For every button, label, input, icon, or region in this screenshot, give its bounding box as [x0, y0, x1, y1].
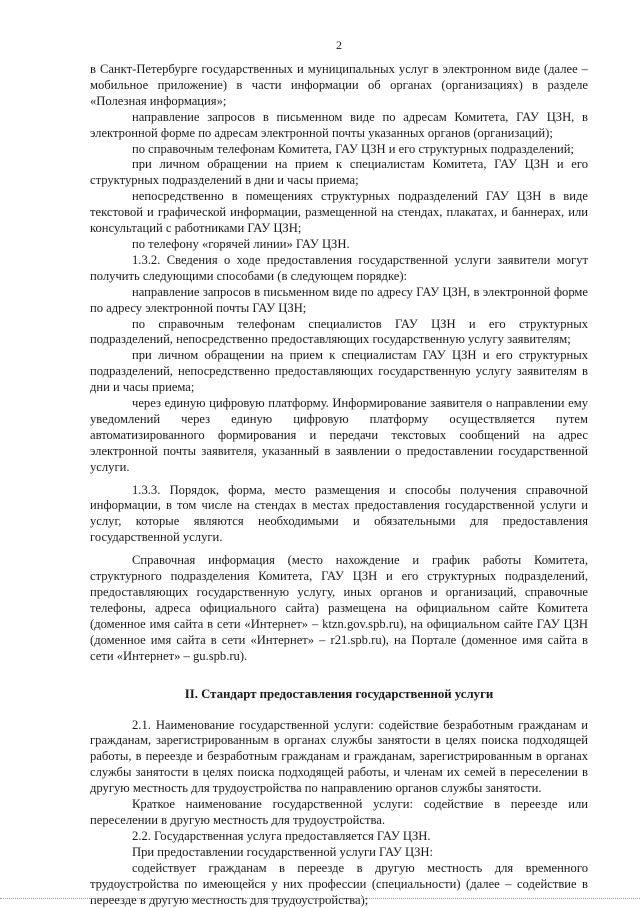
paragraph: содействует гражданам в переезде в другую местность для временного трудоустройства по имеющейся у них профессии (специальности) (далее – содействие в переезде в другую местность для трудоустройства);: [90, 860, 588, 907]
paragraph: направление запросов в письменном виде по адресам Комитета, ГАУ ЦЗН, в электронной форме по адресам электронной почты указанных органов (организаций);: [90, 109, 588, 140]
paragraph: 1.3.2. Сведения о ходе предоставления государственной услуги заявители могут получить следующими способами (в следующем порядке):: [90, 252, 588, 283]
paragraph: при личном обращении на прием к специалистам ГАУ ЦЗН и его структурных подразделений, непосредственно предоставляющих государственную услугу заявителям в дни и часы приема;: [90, 348, 588, 395]
paragraph: 2.1. Наименование государственной услуги: содействие безработным гражданам и гражданам, зарегистрированным в органах службы занятости в целях поиска подходящей работы, в переезде и безработным гражданам и гражданам, зарегистрированным в органах службы занятости в целях поиска подходящей работы, и членам их семей в переселении в другую местность для трудоустройства по направлению органов службы занятости.: [90, 717, 588, 796]
paragraph: непосредственно в помещениях структурных подразделений ГАУ ЦЗН в виде текстовой и графической информации, размещенной на стендах, плакатах, и баннерах, или консультаций с работниками ГАУ ЦЗН;: [90, 189, 588, 236]
paragraph: при личном обращении на прием к специалистам Комитета, ГАУ ЦЗН и его структурных подразделений в дни и часы приема;: [90, 157, 588, 188]
paragraph: по телефону «горячей линии» ГАУ ЦЗН.: [132, 236, 350, 251]
body-text-bottom: [90, 718, 588, 908]
paragraph: по справочным телефонам Комитета, ГАУ ЦЗН и его структурных подразделений;: [132, 141, 574, 156]
paragraph: Краткое наименование государственной услуги: содействие в переезде или переселении в другую местность для трудоустройства.: [90, 797, 588, 827]
scan-edge-divider: [0, 898, 640, 900]
paragraph: 2.2. Государственная услуга предоставляется ГАУ ЦЗН.: [132, 828, 431, 843]
paragraph: При предоставлении государственной услуги ГАУ ЦЗН:: [132, 844, 434, 859]
paragraph: направление запросов в письменном виде по адресу ГАУ ЦЗН, в электронной форме по адресу электронной почты ГАУ ЦЗН;: [90, 284, 588, 315]
page-number: 2: [336, 38, 342, 52]
paragraph: 1.3.3. Порядок, форма, место размещения и способы получения справочной информации, в том числе на стендах в местах предоставления государственной услуги и услуг, которые являются необходимыми и обязательными для предоставления государственной услуги.: [90, 482, 588, 545]
section-heading: II. Стандарт предоставления государственной услуги: [184, 686, 494, 701]
paragraph: в Санкт-Петербурге государственных и муниципальных услуг в электронном виде (далее – мобильное приложение) в части информации об органах (организациях) в разделе «Полезная информация»;: [90, 62, 588, 108]
paragraph: Справочная информация (место нахождение и график работы Комитета, структурного подразделения Комитета, ГАУ ЦЗН и его структурных подразделений, предоставляющих государственную услугу, иных органов и организаций, справочные телефоны, адреса официального сайта) размещена на официальном сайте Комитета (доменное имя сайта в сети «Интернет» – ktzn.gov.spb.ru), на официальном сайте ГАУ ЦЗН (доменное имя сайта в сети «Интернет» – r21.spb.ru), на Портале (доменное имя сайта в сети «Интернет» – gu.spb.ru).: [90, 553, 588, 663]
body-text-top: [90, 62, 588, 665]
paragraph: по справочным телефонам специалистов ГАУ ЦЗН и его структурных подразделений, непосредственно предоставляющих государственную услугу заявителям;: [90, 316, 588, 347]
paragraph: через единую цифровую платформу. Информирование заявителя о направлении ему уведомлений через единую цифровую платформу осуществляется путем автоматизированного формирования и передачи текстовых сообщений на адрес электронной почты заявителя, указанный в заявлении о предоставлении государственной услуги.: [90, 396, 588, 474]
